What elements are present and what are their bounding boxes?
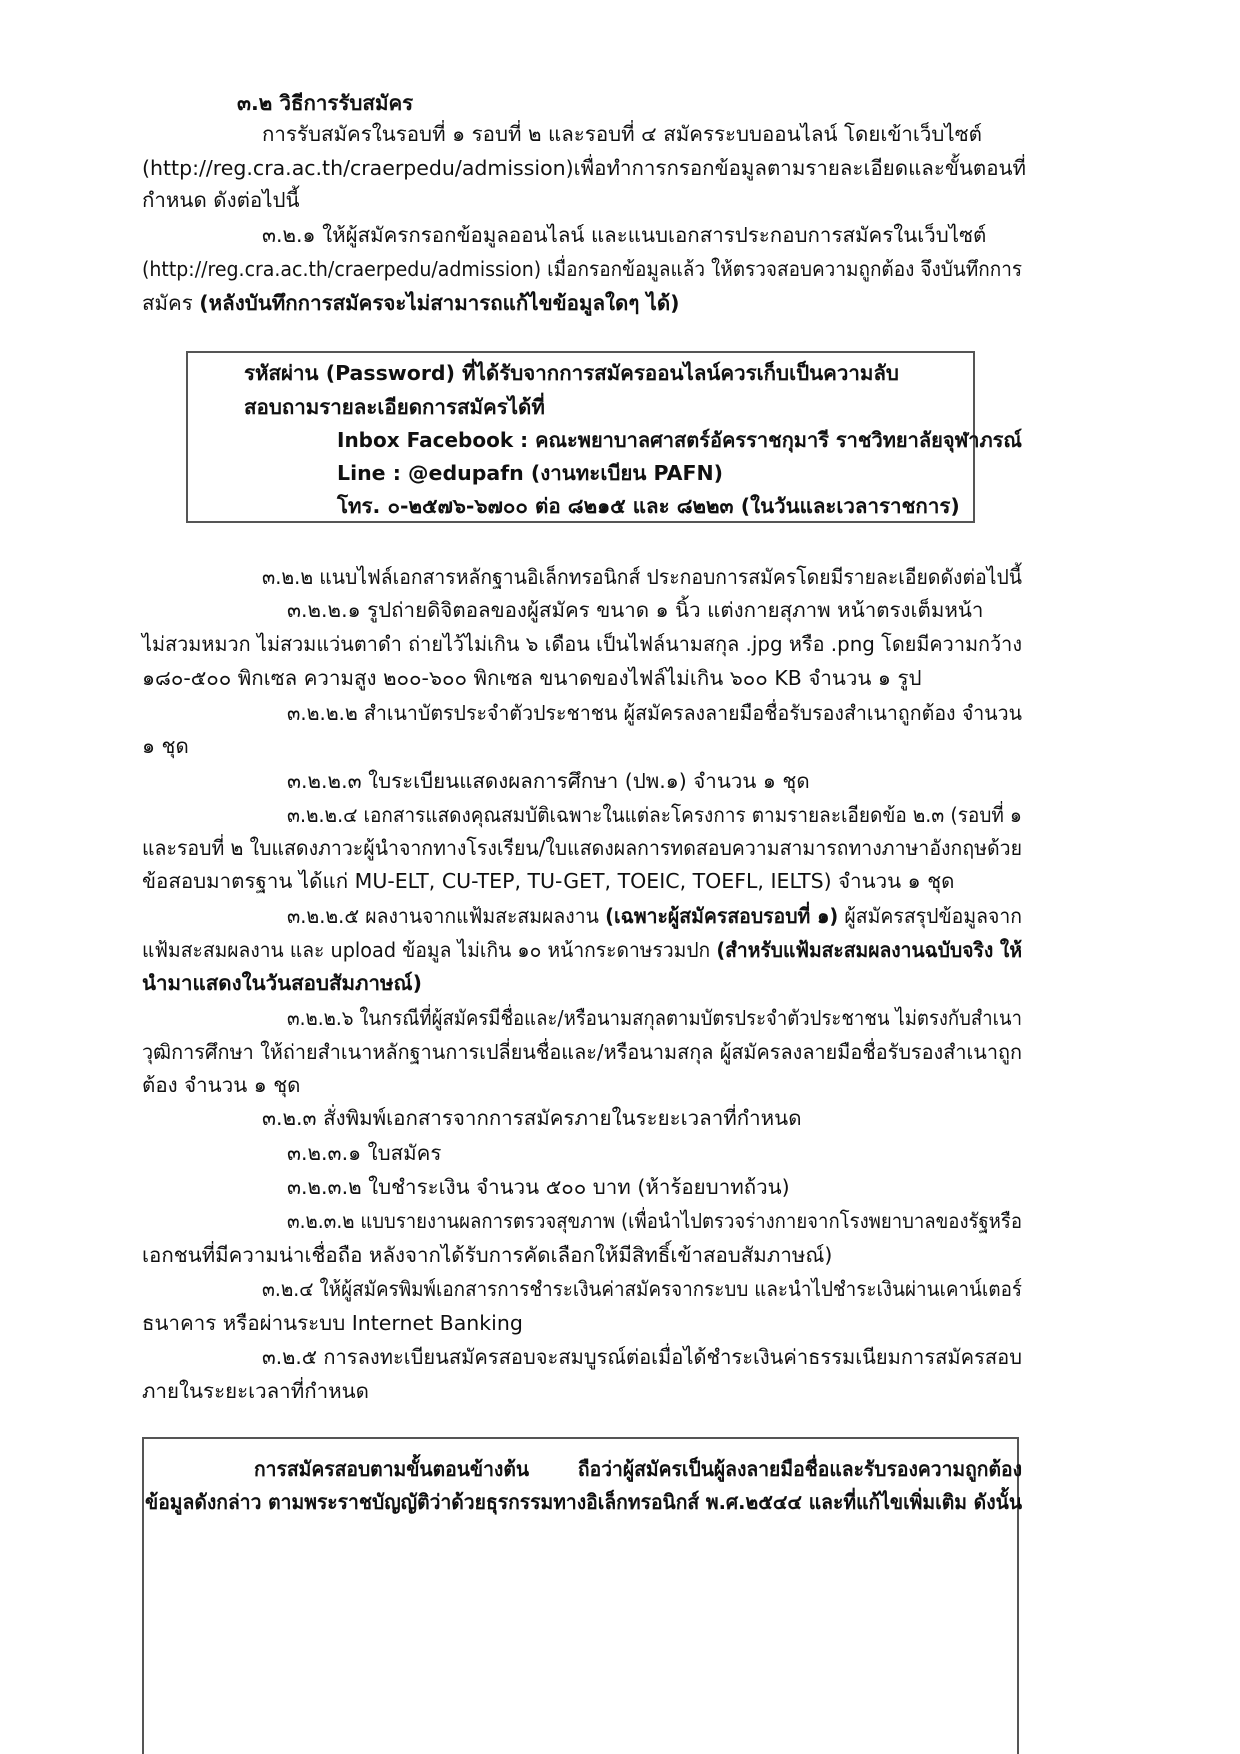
s3224-line-3: ข้อสอบมาตรฐาน ได้แก่ MU-ELT, CU-TEP, TU-GET, TOEIC, TOEFL, IELTS) จำนวน ๑ ชุด [142, 869, 955, 893]
s3224-line-2: และรอบที่ ๒ ใบแสดงภาวะผู้นำจากทางโรงเรียน/ใบแสดงผลการทดสอบความสามารถทางภาษาอังกฤษด้วย [142, 836, 1022, 860]
s324-line-1: ๓.๒.๔ ให้ผู้สมัครพิมพ์เอกสารการชำระเงินค่าสมัครจากระบบ และนำไปชำระเงินผ่านเคาน์เตอร์ [262, 1277, 1022, 1301]
section-heading: ๓.๒ วิธีการรับสมัคร [237, 91, 414, 115]
s3231-line: ๓.๒.๓.๑ ใบสมัคร [287, 1141, 442, 1165]
s3223-line-1: ๓.๒.๒.๓ ใบระเบียนแสดงผลการศึกษา (ปพ.๑) จำนวน ๑ ชุด [287, 769, 810, 793]
s3226-line-3: ต้อง จำนวน ๑ ชุด [142, 1073, 301, 1097]
s3224-line-1: ๓.๒.๒.๔ เอกสารแสดงคุณสมบัติเฉพาะในแต่ละโครงการ ตามรายละเอียดข้อ ๒.๓ (รอบที่ ๑ [287, 803, 1022, 827]
s3225-original-note: (สำหรับแฟ้มสะสมผลงานฉบับจริง ให้ [716, 938, 1023, 962]
notice-facebook: Inbox Facebook : คณะพยาบาลศาสตร์อัครราชกุมารี ราชวิทยาลัยจุฬาภรณ์ [337, 428, 1022, 452]
s3225-text-a: ๓.๒.๒.๕ ผลงานจากแฟ้มสะสมผลงาน [287, 904, 606, 928]
s321-line-1: ๓.๒.๑ ให้ผู้สมัครกรอกข้อมูลออนไลน์ และแนบเอกสารประกอบการสมัครในเว็บไซต์ [262, 223, 987, 247]
s3222-line-2: ๑ ชุด [142, 734, 189, 758]
s3221-line-3: ๑๘๐-๕๐๐ พิกเซล ความสูง ๒๐๐-๖๐๐ พิกเซล ขนาดของไฟล์ไม่เกิน ๖๐๐ KB จำนวน ๑ รูป [142, 666, 922, 690]
s3233-line-2: เอกชนที่มีความน่าเชื่อถือ หลังจากได้รับการคัดเลือกให้มีสิทธิ์เข้าสอบสัมภาษณ์) [142, 1243, 833, 1267]
s321-line-3 [142, 293, 680, 314]
s322-line-1: ๓.๒.๒ แนบไฟล์เอกสารหลักฐานอิเล็กทรอนิกส์ ประกอบการสมัครโดยมีรายละเอียดดังต่อไปนี้ [262, 565, 1023, 589]
s3225-line-2 [142, 940, 1022, 961]
s3226-line-2: วุฒิการศึกษา ให้ถ่ายสำเนาหลักฐานการเปลี่ยนชื่อและ/หรือนามสกุล ผู้สมัครลงลายมือชื่อรับรองสำเนาถูก [142, 1040, 1023, 1064]
s325-line-2: ภายในระยะเวลาที่กำหนด [142, 1379, 369, 1403]
s321-line-2: (http://reg.cra.ac.th/craerpedu/admission) เมื่อกรอกข้อมูลแล้ว ให้ตรวจสอบความถูกต้อง จึงบันทึกการ [142, 257, 1023, 281]
legal-notice-box [142, 1437, 1019, 1754]
s3225-upload-text: แฟ้มสะสมผลงาน และ upload ข้อมูล ไม่เกิน ๑๐ หน้ากระดาษรวมปก [142, 938, 717, 962]
s3233-line-1: ๓.๒.๓.๒ แบบรายงานผลการตรวจสุขภาพ (เพื่อนำไปตรวจร่างกายจากโรงพยาบาลของรัฐหรือ [287, 1209, 1022, 1233]
legal-text-a: การสมัครสอบตามขั้นตอนข้างต้น [254, 1457, 530, 1481]
intro-text-b: และขั้นตอนที่ [908, 156, 1027, 180]
admission-url: (http://reg.cra.ac.th/craerpedu/admission) [142, 156, 574, 180]
s3226-line-1: ๓.๒.๒.๖ ในกรณีที่ผู้สมัครมีชื่อและ/หรือนามสกุลตามบัตรประจำตัวประชาชน ไม่ตรงกับสำเนา [287, 1006, 1022, 1030]
s3232-line: ๓.๒.๓.๒ ใบชำระเงิน จำนวน ๕๐๐ บาท (ห้าร้อยบาทถ้วน) [287, 1175, 790, 1199]
s3225-line-1 [287, 906, 1022, 927]
legal-text-b: ถือว่าผู้สมัครเป็นผู้ลงลายมือชื่อและรับรองความถูกต้อง [577, 1457, 1023, 1481]
notice-phone: โทร. ๐-๒๕๗๖-๖๗๐๐ ต่อ ๘๒๑๕ และ ๘๒๒๓ (ในวันและเวลาราชการ) [337, 494, 960, 518]
notice-line: Line : @edupafn (งานทะเบียน PAFN) [337, 461, 724, 485]
s3225-round-note: (เฉพาะผู้สมัครสอบรอบที่ ๑) [605, 904, 839, 928]
s323-line-1: ๓.๒.๓ สั่งพิมพ์เอกสารจากการสมัครภายในระยะเวลาที่กำหนด [262, 1106, 802, 1130]
s321-warning: (หลังบันทึกการสมัครจะไม่สามารถแก้ไขข้อมูลใดๆ ได้) [199, 291, 680, 315]
s3221-line-2: ไม่สวมหมวก ไม่สวมแว่นตาดำ ถ่ายไว้ไม่เกิน ๖ เดือน เป็นไฟล์นามสกุล .jpg หรือ .png โดยมีความกว้าง [142, 632, 1023, 656]
s324-line-2: ธนาคาร หรือผ่านระบบ Internet Banking [142, 1311, 523, 1335]
notice-password: รหัสผ่าน (Password) ที่ได้รับจากการสมัครออนไลน์ควรเก็บเป็นความลับ [244, 361, 899, 385]
s3225-line-3: นำมาแสดงในวันสอบสัมภาษณ์) [142, 971, 422, 995]
s321-text: สมัคร [142, 291, 200, 315]
notice-contact-heading: สอบถามรายละเอียดการสมัครได้ที่ [244, 395, 545, 419]
intro-line-3: กำหนด ดังต่อไปนี้ [142, 188, 300, 212]
s3222-line-1: ๓.๒.๒.๒ สำเนาบัตรประจำตัวประชาชน ผู้สมัครลงลายมือชื่อรับรองสำเนาถูกต้อง จำนวน [287, 701, 1023, 725]
legal-line-2: ข้อมูลดังกล่าว ตามพระราชบัญญัติว่าด้วยธุรกรรมทางอิเล็กทรอนิกส์ พ.ศ.๒๕๔๔ และที่แก้ไขเพิ่มเติม ดังนั้น [145, 1490, 1023, 1514]
s325-line-1: ๓.๒.๕ การลงทะเบียนสมัครสอบจะสมบูรณ์ต่อเมื่อได้ชำระเงินค่าธรรมเนียมการสมัครสอบ [262, 1345, 1022, 1369]
intro-text-a: เพื่อทำการกรอกข้อมูลตามรายละเอียด [573, 156, 909, 180]
s3221-line-1: ๓.๒.๒.๑ รูปถ่ายดิจิตอลของผู้สมัคร ขนาด ๑ นิ้ว แต่งกายสุภาพ หน้าตรงเต็มหน้า [287, 598, 984, 622]
intro-line-2 [142, 156, 1027, 180]
intro-line-1: การรับสมัครในรอบที่ ๑ รอบที่ ๒ และรอบที่ ๔ สมัครระบบออนไลน์ โดยเข้าเว็บไซต์ [262, 122, 982, 146]
s3225-text-c: ผู้สมัครสรุปข้อมูลจาก [838, 904, 1023, 928]
legal-line-1 [254, 1459, 1022, 1480]
